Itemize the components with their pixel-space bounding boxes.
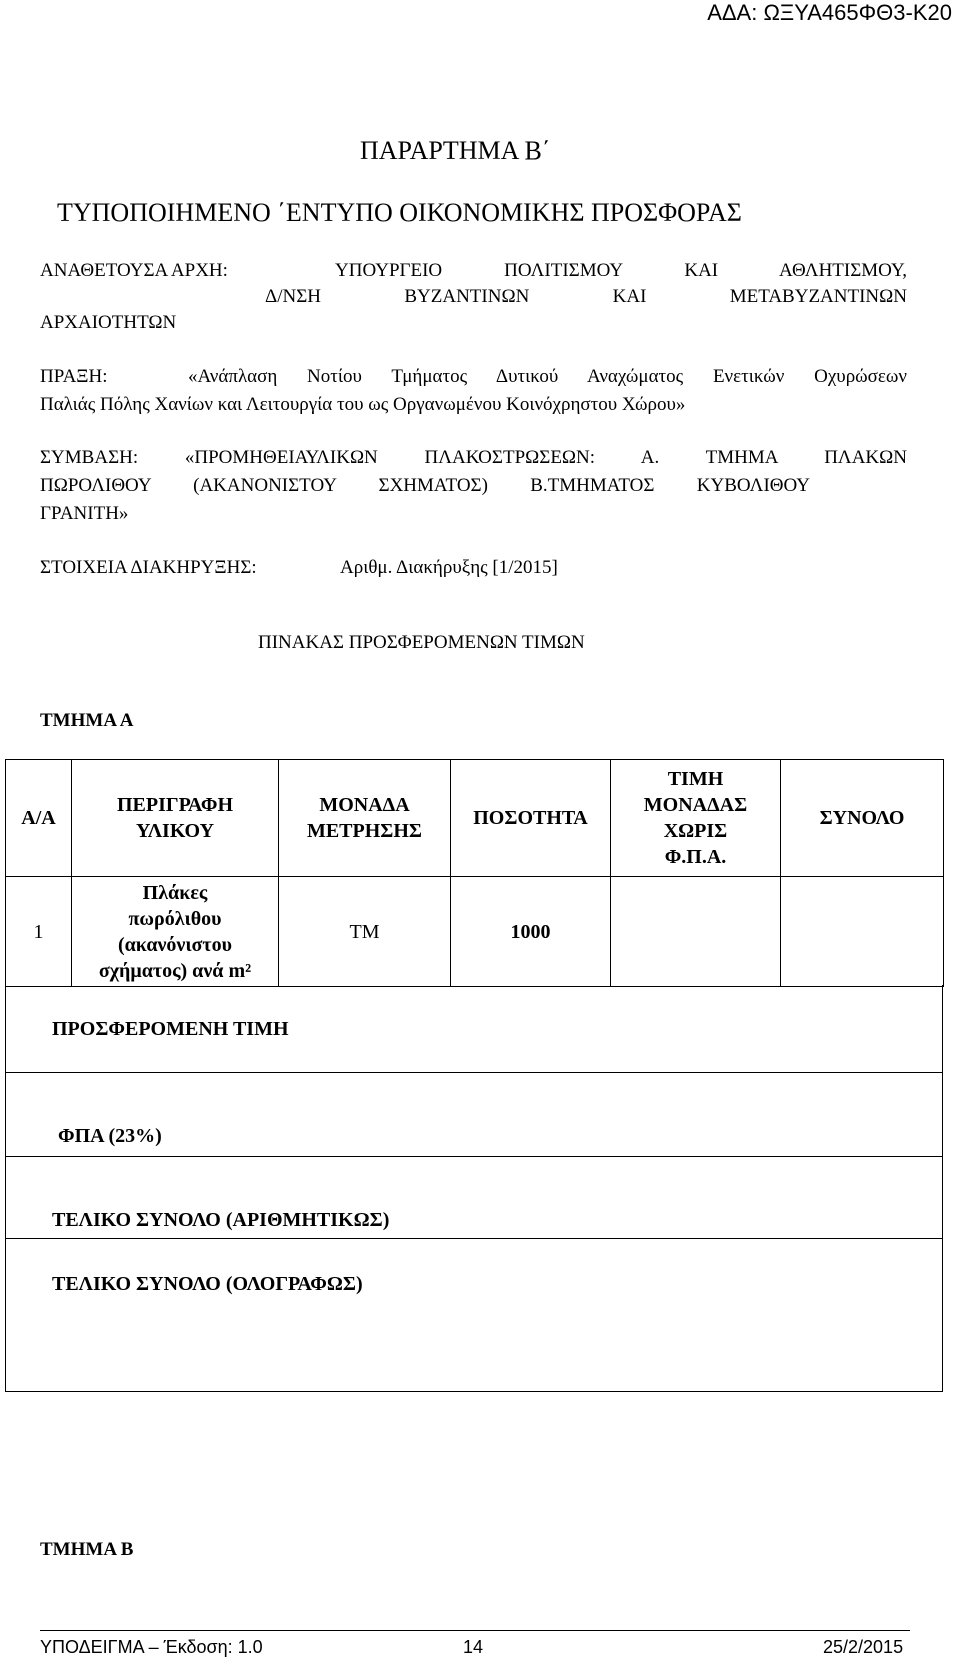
total-words-box xyxy=(5,1239,943,1392)
total-numeric-box xyxy=(5,1157,943,1239)
header-description-line-2: ΥΛΙΚΟΥ xyxy=(135,820,215,842)
row-description-line-2: πωρόλιθου xyxy=(128,907,222,930)
section-a-heading: ΤΜΗΜΑ Α xyxy=(40,710,134,731)
offered-price-box xyxy=(5,985,943,1073)
row-quantity: 1000 xyxy=(451,877,611,987)
authority-line-2: Δ/ΝΣΗ ΒΥΖΑΝΤΙΝΩΝ ΚΑΙ ΜΕΤΑΒΥΖΑΝΤΙΝΩΝ xyxy=(265,286,907,307)
price-table-title: ΠΙΝΑΚΑΣ ΠΡΟΣΦΕΡΟΜΕΝΩΝ ΤΙΜΩΝ xyxy=(258,632,585,653)
footer-template-version: ΥΠΟΔΕΙΓΜΑ – Έκδοση: 1.0 xyxy=(40,1637,263,1657)
authority-line-1: ΥΠΟΥΡΓΕΙΟ ΠΟΛΙΤΙΣΜΟΥ ΚΑΙ ΑΘΛΗΤΙΣΜΟΥ, xyxy=(335,260,907,281)
footer-page-number: 14 xyxy=(463,1637,484,1657)
contract-line-3: ΓΡΑΝΙΤΗ» xyxy=(40,503,129,524)
header-unit-price-line-3: ΧΩΡΙΣ xyxy=(663,820,728,842)
table-row xyxy=(6,877,944,987)
header-description xyxy=(72,760,279,877)
header-description-line-1: ΠΕΡΙΓΡΑΦΗ xyxy=(116,794,233,816)
row-aa: 1 xyxy=(6,877,72,987)
document-code: ΑΔΑ: ΩΞΥΑ465ΦΘ3-Κ20 xyxy=(707,0,952,25)
vat-label: ΦΠΑ (23%) xyxy=(58,1125,162,1147)
row-unit-price xyxy=(611,877,781,987)
annex-title: ΠΑΡΑΡΤΗΜΑ Β΄ xyxy=(360,136,551,165)
row-total xyxy=(781,877,944,987)
table-header-row xyxy=(6,760,944,877)
action-label: ΠΡΑΞΗ: xyxy=(40,366,108,387)
row-unit: ΤΜ xyxy=(279,877,451,987)
header-unit-price-line-1: ΤΙΜΗ xyxy=(667,768,724,790)
price-table xyxy=(5,759,944,987)
header-unit-price-line-2: ΜΟΝΑΔΑΣ xyxy=(643,794,748,816)
row-description xyxy=(72,877,279,987)
form-title: ΤΥΠΟΠΟΙΗΜΕΝΟ ΄ΕΝΤΥΠΟ ΟΙΚΟΝΟΜΙΚΗΣ ΠΡΟΣΦΟΡΑΣ xyxy=(57,198,742,227)
header-quantity: ΠΟΣΟΤΗΤΑ xyxy=(451,760,611,877)
section-b-heading: ΤΜΗΜΑ Β xyxy=(40,1539,134,1560)
tender-number: Αριθμ. Διακήρυξης [1/2015] xyxy=(340,557,558,578)
contract-line-2: ΠΩΡΟΛΙΘΟΥ (ΑΚΑΝΟΝΙΣΤΟΥ ΣΧΗΜΑΤΟΣ) Β.ΤΜΗΜΑΤΟΣ ΚΥΒΟΛΙΘΟΥ xyxy=(40,475,810,496)
action-line-2: Παλιάς Πόλης Χανίων και Λειτουργία του ως Οργανωμένου Κοινόχρηστου Χώρου» xyxy=(40,394,686,415)
total-words-label: ΤΕΛΙΚΟ ΣΥΝΟΛΟ (ΟΛΟΓΡΑΦΩΣ) xyxy=(52,1273,363,1295)
header-unit xyxy=(279,760,451,877)
authority-label: ΑΝΑΘΕΤΟΥΣΑ ΑΡΧΗ: xyxy=(40,260,228,281)
total-numeric-label: ΤΕΛΙΚΟ ΣΥΝΟΛΟ (ΑΡΙΘΜΗΤΙΚΩΣ) xyxy=(52,1209,390,1231)
header-unit-line-1: ΜΟΝΑΔΑ xyxy=(319,794,410,816)
header-total: ΣΥΝΟΛΟ xyxy=(781,760,944,877)
row-description-line-3: (ακανόνιστου xyxy=(117,933,233,956)
footer-divider xyxy=(40,1630,910,1631)
row-description-line-4: σχήματος) ανά m² xyxy=(98,959,252,982)
footer-date: 25/2/2015 xyxy=(823,1637,904,1657)
offered-price-label: ΠΡΟΣΦΕΡΟΜΕΝΗ ΤΙΜΗ xyxy=(52,1018,289,1040)
header-unit-line-2: ΜΕΤΡΗΣΗΣ xyxy=(306,820,423,842)
tender-label: ΣΤΟΙΧΕΙΑ ΔΙΑΚΗΡΥΞΗΣ: xyxy=(40,557,257,578)
vat-box xyxy=(5,1073,943,1157)
header-unit-price xyxy=(611,760,781,877)
row-description-line-1: Πλάκες xyxy=(142,881,208,904)
summary-boxes xyxy=(5,985,943,1392)
header-aa: Α/Α xyxy=(6,760,72,877)
action-line-1: «Ανάπλαση Νοτίου Τμήματος Δυτικού Αναχώματος Ενετικών Οχυρώσεων xyxy=(188,366,907,387)
header-unit-price-line-4: Φ.Π.Α. xyxy=(664,846,727,868)
contract-line-1: ΣΥΜΒΑΣΗ: «ΠΡΟΜΗΘΕΙΑΥΛΙΚΩΝ ΠΛΑΚΟΣΤΡΩΣΕΩΝ: Α. ΤΜΗΜΑ ΠΛΑΚΩΝ xyxy=(40,447,907,468)
authority-line-3: ΑΡΧΑΙΟΤΗΤΩΝ xyxy=(40,312,177,333)
